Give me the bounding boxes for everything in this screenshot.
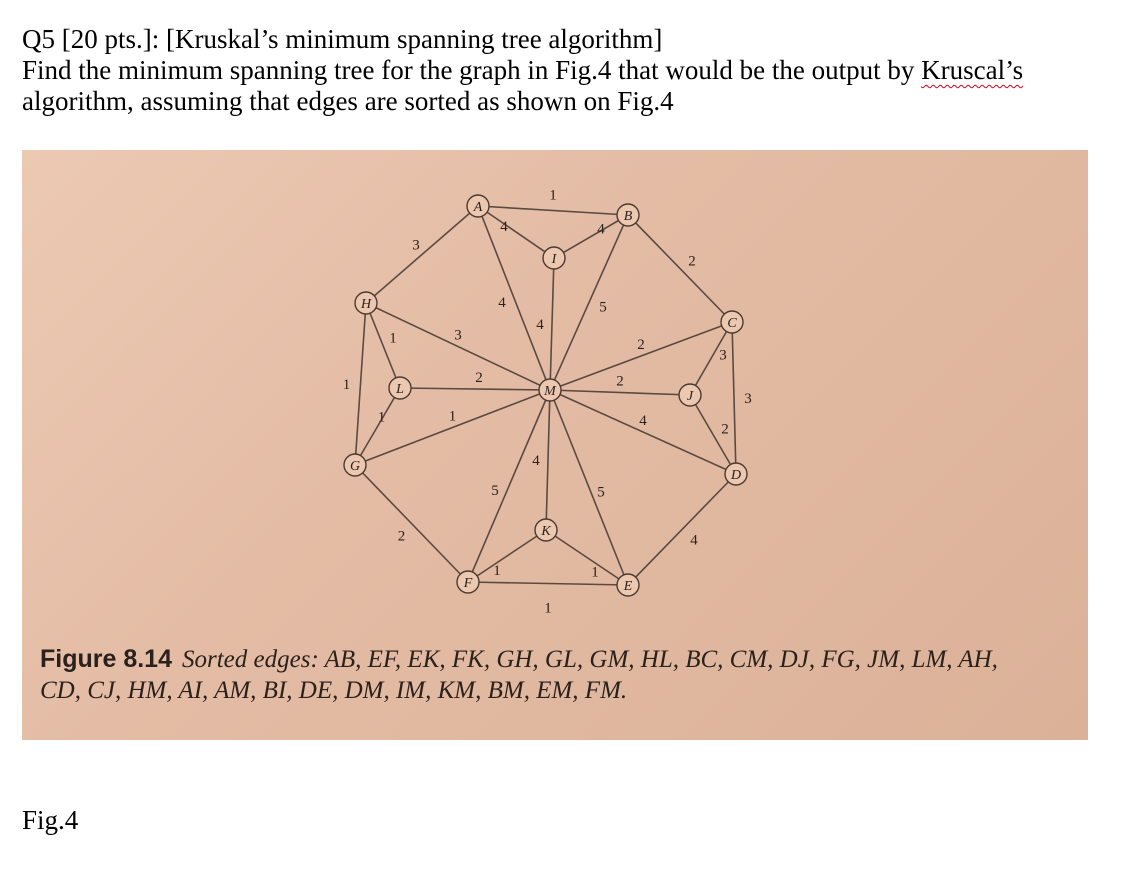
node-e (617, 574, 639, 596)
edge-weight-ek: 1 (591, 564, 599, 581)
figure-caption (40, 644, 1080, 706)
edge-weight-fg: 2 (397, 528, 406, 545)
edge-ef (468, 582, 628, 585)
edge-weight-fm: 5 (491, 483, 499, 499)
edge-weight-bm: 5 (599, 299, 607, 316)
edge-weight-lm: 2 (475, 370, 483, 386)
edge-bm (550, 215, 628, 390)
edge-weight-gl: 1 (377, 409, 386, 426)
edge-ai (478, 206, 554, 258)
edge-ek (546, 530, 628, 585)
figure-reference: Fig.4 (22, 805, 79, 835)
caption-text-2: CD, CJ, HM, AI, AM, BI, DE, DM, IM, KM, BM, EM, FM. (40, 677, 628, 704)
edge-weight-gh: 1 (342, 377, 351, 393)
edge-lm (400, 388, 550, 390)
edge-cd (732, 322, 736, 474)
node-label-b: B (623, 209, 633, 224)
edge-im (550, 258, 554, 390)
node-b (617, 204, 639, 226)
question-text (22, 24, 1112, 117)
question-line-2 (22, 55, 1112, 86)
edge-weight-gm: 1 (448, 408, 457, 425)
misspelled-word: Kruscal’s (921, 55, 1024, 85)
edge-fg (355, 465, 468, 582)
node-label-d: D (730, 468, 742, 483)
node-label-c: C (727, 316, 737, 331)
edge-weight-cj: 3 (719, 347, 727, 364)
edge-weight-bi: 4 (597, 221, 605, 238)
node-k (535, 519, 557, 541)
node-label-f: F (463, 576, 473, 591)
node-label-g: G (349, 459, 361, 474)
node-label-m: M (544, 384, 556, 399)
node-label-a: A (473, 200, 483, 215)
edge-weight-ab: 1 (549, 187, 557, 204)
edge-weight-jm: 2 (616, 373, 624, 390)
graph-diagram (22, 150, 1088, 620)
edge-dj (690, 395, 736, 474)
node-m (539, 379, 561, 401)
edge-weight-bc: 2 (688, 253, 696, 270)
edge-bc (628, 215, 732, 322)
node-i (543, 247, 565, 269)
node-c (721, 311, 743, 333)
figure-label: Figure 8.14 (40, 645, 172, 673)
node-label-i: I (551, 252, 557, 267)
question-line-2-text: Find the minimum spanning tree for the graph in Fig.4 that would be the output by (22, 55, 922, 85)
edge-weight-hm: 3 (454, 327, 462, 344)
edge-weight-cm: 2 (637, 337, 645, 353)
edge-weight-hl: 1 (389, 330, 397, 347)
edge-weight-im: 4 (536, 317, 544, 333)
edge-weight-cd: 3 (744, 391, 752, 407)
node-label-k: K (541, 524, 551, 539)
edge-gl (355, 388, 400, 465)
textbook-photo (22, 150, 1088, 740)
edge-gh (355, 303, 366, 465)
node-label-l: L (396, 382, 404, 397)
edge-weight-ef: 1 (544, 600, 552, 617)
node-h (355, 292, 377, 314)
question-line-3: algorithm, assuming that edges are sorted as shown on Fig.4 (22, 86, 674, 116)
node-a (467, 195, 489, 217)
node-d (725, 463, 747, 485)
edge-weight-de: 4 (690, 532, 698, 549)
edge-am (478, 206, 550, 390)
edge-gm (355, 390, 550, 465)
node-label-h: H (360, 297, 372, 312)
edge-weight-em: 5 (597, 484, 605, 501)
edge-weight-ah: 3 (412, 237, 420, 254)
edge-weight-km: 4 (532, 453, 540, 469)
edge-weight-dj: 2 (721, 421, 729, 438)
node-j (679, 384, 701, 406)
edge-ab (478, 206, 628, 215)
edge-fm (468, 390, 550, 582)
edge-bi (554, 215, 628, 258)
edge-weight-fk: 1 (493, 563, 501, 579)
question-title: Q5 [20 pts.]: [Kruskal’s minimum spanning tree algorithm] (22, 24, 663, 54)
node-label-j: J (686, 389, 694, 404)
edge-weight-am: 4 (498, 295, 506, 311)
node-l (389, 377, 411, 399)
edge-km (546, 390, 550, 530)
edge-ah (366, 206, 478, 303)
edge-de (628, 474, 736, 585)
edge-cm (550, 322, 732, 390)
edge-hm (366, 303, 550, 390)
edge-jm (550, 390, 690, 395)
node-f (457, 571, 479, 593)
caption-line-1 (40, 644, 1080, 675)
edge-weight-dm: 4 (639, 413, 647, 429)
node-label-e: E (623, 579, 633, 594)
node-g (344, 454, 366, 476)
edge-weight-ai: 4 (500, 219, 508, 235)
caption-text-1: Sorted edges: AB, EF, EK, FK, GH, GL, GM, HL, BC, CM, DJ, FG, JM, LM, AH, (182, 646, 998, 673)
